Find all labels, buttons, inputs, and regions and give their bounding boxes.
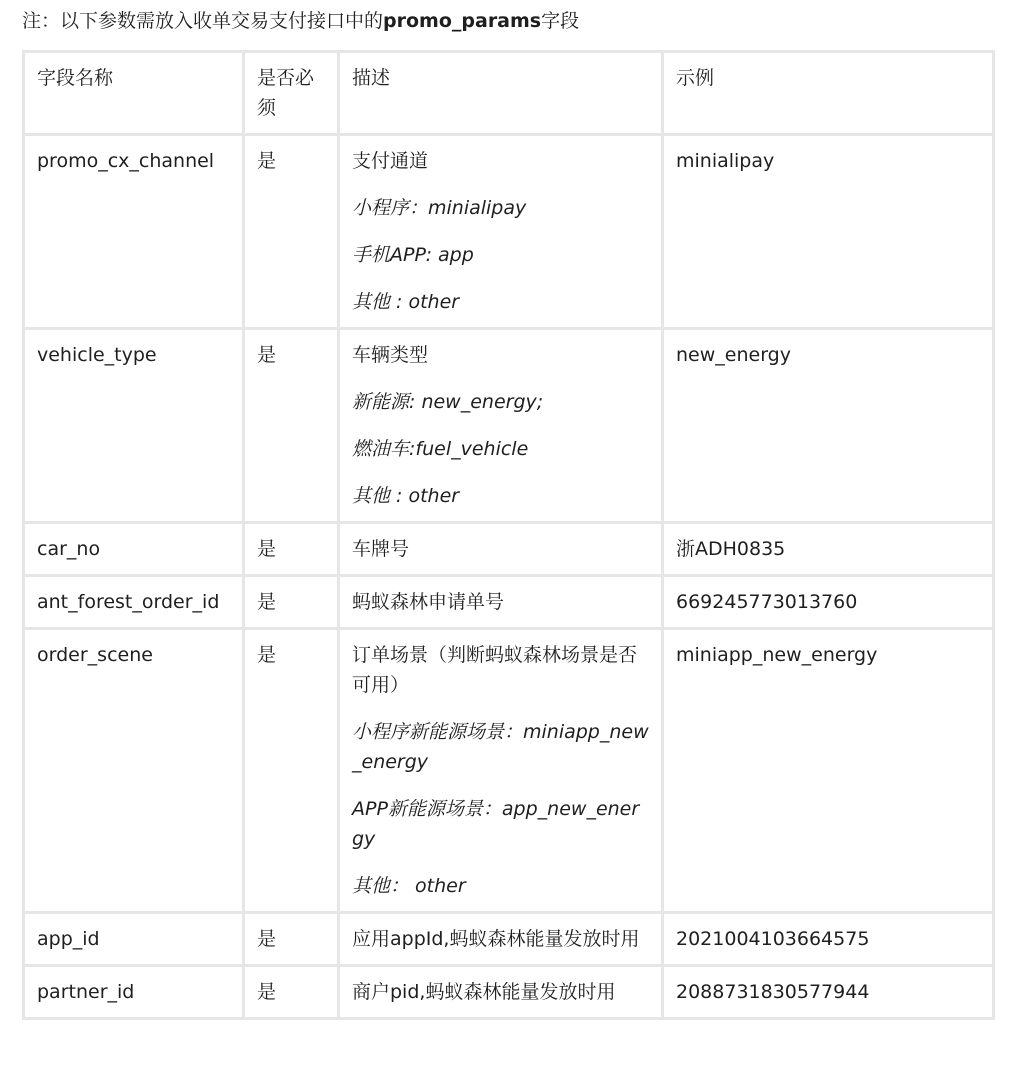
description-cell: [339, 629, 663, 913]
required-cell: 是: [244, 329, 339, 523]
description-title: 应用appId,蚂蚁森林能量发放时用: [352, 928, 640, 950]
description-option: 其他 : other: [352, 291, 460, 313]
field-name-cell: promo_cx_channel: [24, 135, 244, 329]
table-row: [24, 966, 994, 1019]
header-required: 是否必须: [244, 52, 339, 135]
description-option: 小程序：minialipay: [352, 197, 527, 219]
description-option: 其他： other: [352, 875, 466, 897]
description-title: 车辆类型: [352, 344, 429, 366]
required-cell: 是: [244, 913, 339, 966]
example-cell: 2021004103664575: [663, 913, 994, 966]
table-row: [24, 329, 994, 523]
example-cell: minialipay: [663, 135, 994, 329]
field-name-cell: app_id: [24, 913, 244, 966]
description-option: 手机APP: app: [352, 244, 474, 266]
description-cell: [339, 135, 663, 329]
note-prefix: 注：以下参数需放入收单交易支付接口中的: [22, 10, 384, 32]
description-cell: [339, 913, 663, 966]
table-row: [24, 523, 994, 576]
required-cell: 是: [244, 966, 339, 1019]
note-text: [22, 8, 579, 34]
field-name-cell: order_scene: [24, 629, 244, 913]
note-field-name: promo_params: [383, 10, 542, 32]
header-field-name: 字段名称: [24, 52, 244, 135]
example-cell: miniapp_new_energy: [663, 629, 994, 913]
required-cell: 是: [244, 135, 339, 329]
description-cell: [339, 576, 663, 629]
description-title: 商户pid,蚂蚁森林能量发放时用: [352, 981, 616, 1003]
description-cell: [339, 523, 663, 576]
description-title: 支付通道: [352, 150, 429, 172]
table-header-row: [24, 52, 994, 135]
description-option: 其他 : other: [352, 485, 460, 507]
table-row: [24, 576, 994, 629]
required-cell: 是: [244, 576, 339, 629]
description-option: 燃油车:fuel_vehicle: [352, 438, 529, 460]
field-name-cell: car_no: [24, 523, 244, 576]
example-cell: 669245773013760: [663, 576, 994, 629]
table-row: [24, 135, 994, 329]
example-cell: 2088731830577944: [663, 966, 994, 1019]
description-cell: [339, 966, 663, 1019]
field-name-cell: vehicle_type: [24, 329, 244, 523]
description-title: 订单场景（判断蚂蚁森林场景是否可用）: [352, 644, 638, 696]
required-cell: 是: [244, 523, 339, 576]
description-cell: [339, 329, 663, 523]
table-row: [24, 913, 994, 966]
header-example: 示例: [663, 52, 994, 135]
required-cell: 是: [244, 629, 339, 913]
params-table: [22, 50, 995, 1020]
note-suffix: 字段: [541, 10, 580, 32]
description-title: 车牌号: [352, 538, 410, 560]
field-name-cell: partner_id: [24, 966, 244, 1019]
example-cell: new_energy: [663, 329, 994, 523]
description-option: 新能源: new_energy;: [352, 391, 544, 413]
description-option: 小程序新能源场景：miniapp_new_energy: [352, 721, 649, 773]
description-title: 蚂蚁森林申请单号: [352, 591, 505, 613]
description-option: APP新能源场景：app_new_energy: [352, 798, 640, 850]
header-description: 描述: [339, 52, 663, 135]
example-cell: 浙ADH0835: [663, 523, 994, 576]
table-row: [24, 629, 994, 913]
field-name-cell: ant_forest_order_id: [24, 576, 244, 629]
